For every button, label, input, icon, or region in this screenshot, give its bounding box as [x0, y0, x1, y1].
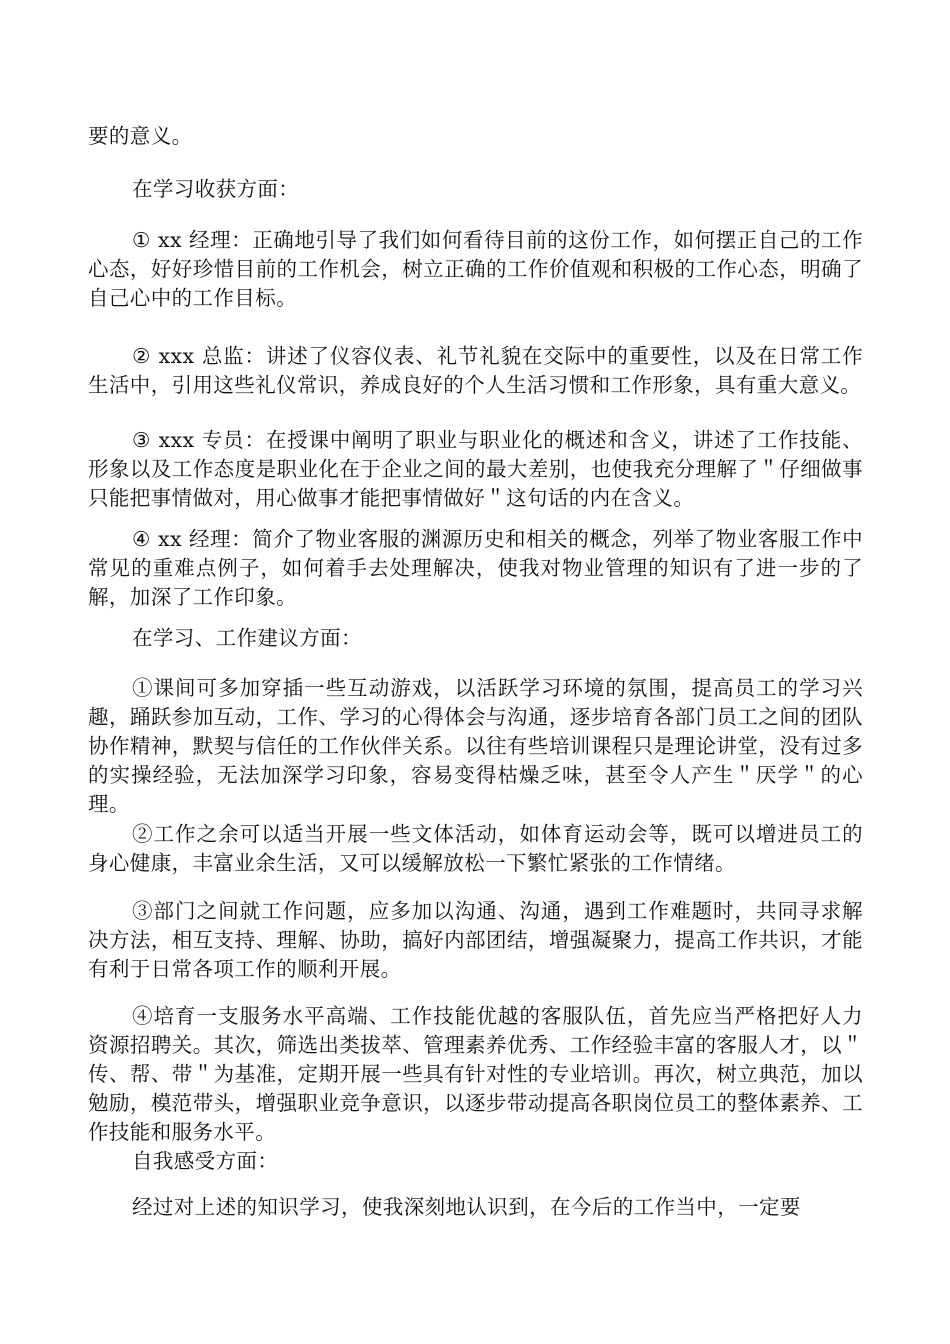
paragraph-suggestion-4: ④培育一支服务水平高端、工作技能优越的客服队伍，首先应当严格把好人力资源招聘关。其次，筛选出类拔萃、管理素养优秀、工作经验丰富的客服人才，以＂ 传、帮、带＂为基准，定期开展一些具有针对性的专业培训。再次，树立典范，加以勉励，模范带头，增强职业竞争意识，以逐步带动提高各职岗位员工的整体素养、工作技能和服务水平。 [88, 1004, 863, 1144]
paragraph-gain-4: ④ xx 经理：简介了物业客服的渊源历史和相关的概念，列举了物业客服工作中常见的重难点例子，如何着手去处理解决，使我对物业管理的知识有了进一步的了解，加深了工作印象。 [88, 527, 863, 609]
paragraph-suggestion-2: ②工作之余可以适当开展一些文体活动，如体育运动会等，既可以增进员工的身心健康，丰富业余生活，又可以缓解放松一下繁忙紧张的工作情绪。 [88, 822, 863, 875]
paragraph-gain-1: ① xx 经理：正确地引导了我们如何看待目前的这份工作，如何摆正自己的工作心态，好好珍惜目前的工作机会，树立正确的工作价值观和积极的工作心态，明确了自己心中的工作目标。 [88, 228, 863, 310]
section-heading-self-reflection: 自我感受方面： [132, 1149, 279, 1173]
paragraph-gain-2: ② xxx 总监：讲述了仪容仪表、礼节礼貌在交际中的重要性，以及在日常工作生活中，引用这些礼仪常识，养成良好的个人生活习惯和工作形象，具有重大意义。 [88, 344, 863, 397]
section-heading-suggestions: 在学习、工作建议方面： [132, 626, 362, 650]
paragraph-reflection: 经过对上述的知识学习，使我深刻地认识到，在今后的工作当中，一定要 [132, 1195, 801, 1219]
paragraph-suggestion-1: ①课间可多加穿插一些互动游戏，以活跃学习环境的氛围，提高员工的学习兴趣，踊跃参加互动，工作、学习的心得体会与沟通，逐步培育各部门员工之间的团队协作精神，默契与信任的工作伙伴关系。以往有些培训课程只是理论讲堂，没有过多的实操经验，无法加深学习印象，容易变得枯燥乏味，甚至令人产生＂厌学＂的心理。 [88, 676, 863, 816]
paragraph-gain-3: ③ xxx 专员：在授课中阐明了职业与职业化的概述和含义，讲述了工作技能、形象以及工作态度是职业化在于企业之间的最大差别，也使我充分理解了＂仔细做事只能把事情做对，用心做事才能把事情做好＂这句话的内在含义。 [88, 428, 863, 510]
section-heading-learning-gains: 在学习收获方面： [132, 177, 300, 201]
paragraph-continuation: 要的意义。 [88, 124, 193, 148]
paragraph-suggestion-3: ③部门之间就工作问题，应多加以沟通、沟通，遇到工作难题时，共同寻求解决方法，相互支持、理解、协助，搞好内部团结，增强凝聚力，提高工作共识，才能有利于日常各项工作的顺利开展。 [88, 899, 863, 981]
